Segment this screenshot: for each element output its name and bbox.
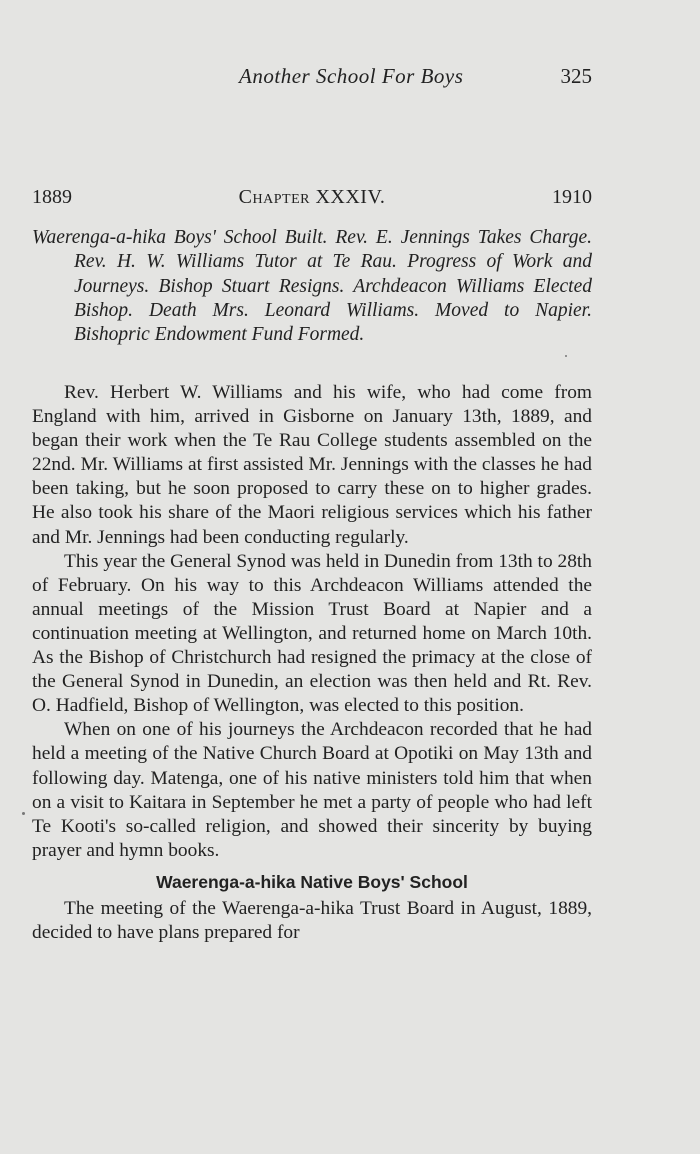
running-head: [32, 64, 592, 92]
paper-speck: [565, 355, 567, 357]
paragraph-3: When on one of his journeys the Archdeacon recorded that he had held a meeting of the Native Church Board at Opotiki on May 13th and following day. Matenga, one of his native ministers told him that when on a visit to Kaitara in September he met a party of people who had left Te Kooti's so-called religion, and showed their sincerity by buying prayer and hymn books.: [32, 719, 592, 861]
paragraph-2: This year the General Synod was held in Dunedin from 13th to 28th of February. On his way to this Archdeacon Williams attended the annual meetings of the Mission Trust Board at Napier and a continuation meeting at Wellington, and returned home on March 10th. As the Bishop of Christchurch had resigned the primacy at the close of the General Synod in Dunedin, an election was then held and Rt. Rev. O. Hadfield, Bishop of Wellington, was elected to this position.: [32, 550, 592, 717]
chapter-end-year: 1910: [552, 186, 592, 208]
section-paragraph: The meeting of the Waerenga-a-hika Trust Board in August, 1889, decided to have plans prepared for: [32, 897, 592, 943]
page-number: 325: [560, 64, 592, 88]
paper-speck: [22, 812, 25, 815]
chapter-start-year: 1889: [32, 186, 72, 208]
chapter-heading: [32, 186, 592, 209]
chapter-title: Chapter XXXIV.: [238, 186, 386, 208]
paragraph-1: Rev. Herbert W. Williams and his wife, who had come from England with him, arrived in Gisborne on January 13th, 1889, and began their work when the Te Rau College students assembled on the 22nd. Mr. Williams at first assisted Mr. Jennings with the classes he had been taking, but he soon proposed to carry these on to higher grades. He also took his share of the Maori religious services which his father and Mr. Jennings had been conducting regularly.: [32, 382, 592, 548]
chapter-synopsis: Waerenga-a-hika Boys' School Built. Rev. E. Jennings Takes Charge. Rev. H. W. Williams Tutor at Te Rau. Progress of Work and Journeys. Bishop Stuart Resigns. Archdeacon Williams Elected Bishop. Death Mrs. Leonard Williams. Moved to Napier. Bishopric Endowment Fund Formed.: [32, 227, 592, 346]
body-text: [32, 381, 592, 945]
section-heading: Waerenga-a-hika Native Boys' School: [156, 871, 468, 892]
running-title: Another School For Boys: [239, 64, 464, 88]
